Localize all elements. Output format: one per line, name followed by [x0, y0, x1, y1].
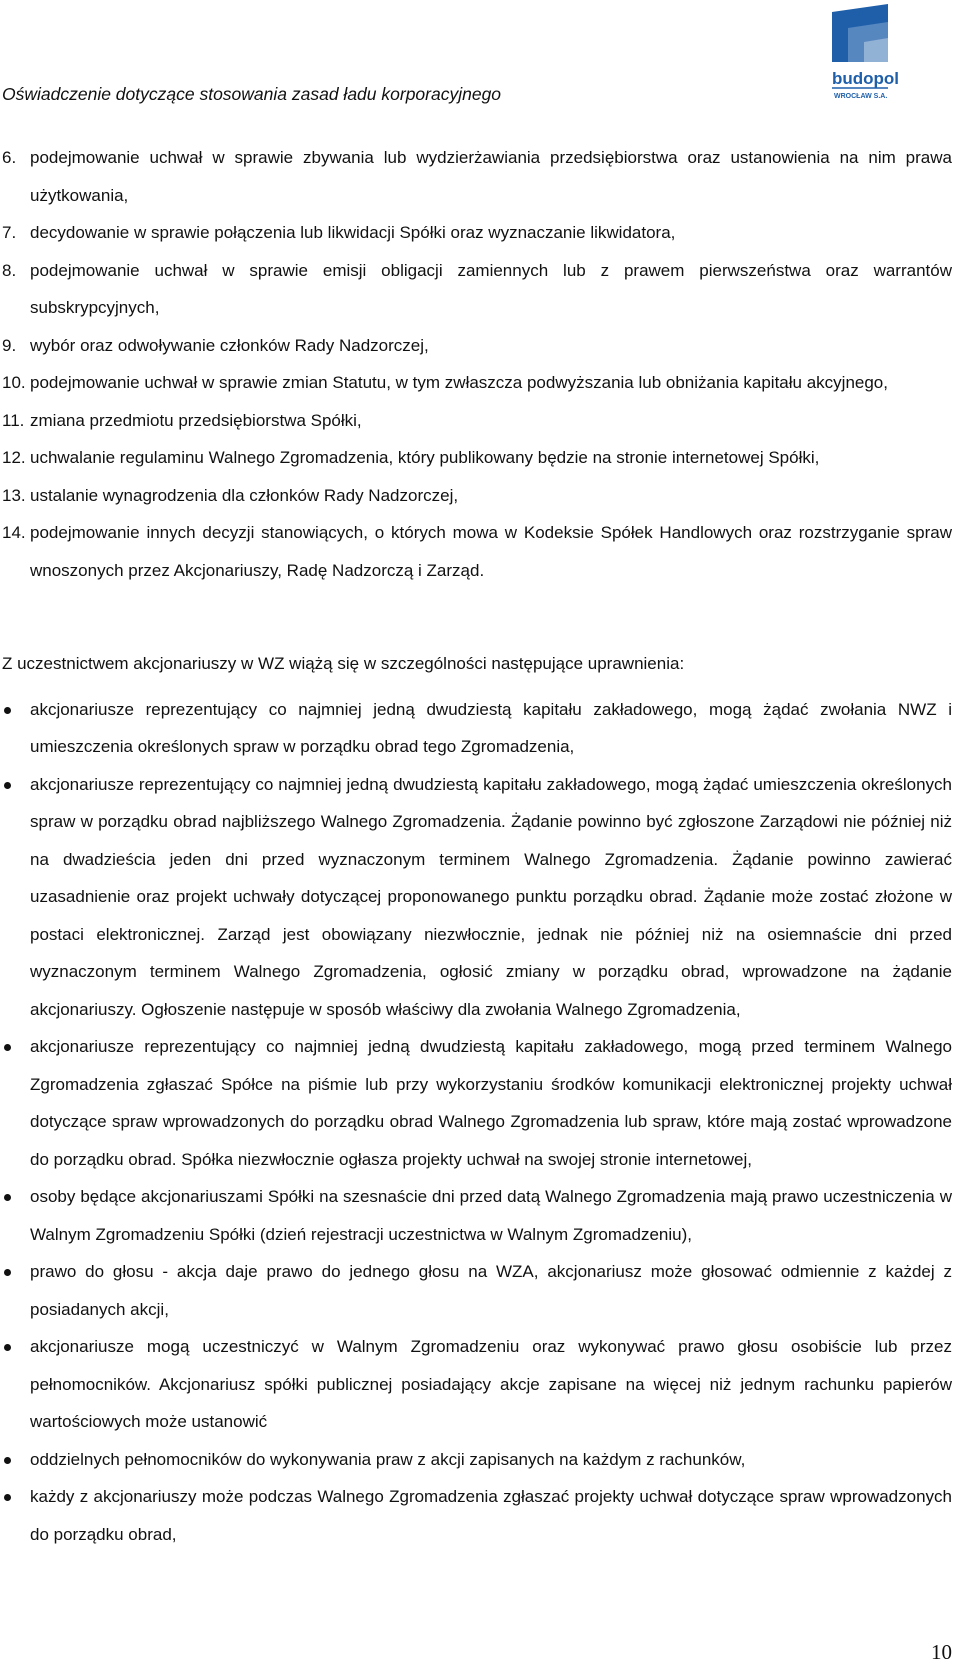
bullet-list-item [2, 1441, 952, 1479]
list-item-number: 10. [2, 373, 26, 392]
bullet-text: osoby będące akcjonariuszami Spółki na szesnaście dni przed datą Walnego Zgromadzenia mają prawo uczestniczenia w Walnym Zgromadzeniu Spółki (dzień rejestracji uczestnictwa w Walnym Zgromadzeniu), [30, 1187, 952, 1244]
bullet-icon [4, 782, 11, 789]
list-item-text: podejmowanie uchwał w sprawie emisji obligacji zamiennych lub z prawem pierwszeństwa oraz warrantów subskrypcyjnych, [30, 260, 952, 317]
list-item-number: 8. [2, 260, 17, 280]
bullet-list-item [2, 1478, 952, 1553]
list-item-number: 11. [2, 410, 25, 430]
bullet-icon [4, 707, 11, 714]
bullet-icon [4, 1457, 11, 1464]
list-item-number: 14. [2, 523, 26, 542]
numbered-list [2, 139, 952, 589]
intro-paragraph: Z uczestnictwem akcjonariuszy w WZ wiążą się w szczególności następujące uprawnienia: [2, 654, 685, 673]
numbered-list-item [2, 139, 952, 214]
bullet-list-item [2, 1028, 952, 1178]
bullet-text: oddzielnych pełnomocników do wykonywania praw z akcji zapisanych na każdym z rachunków, [30, 1449, 746, 1469]
list-item-number: 7. [2, 223, 17, 242]
bullet-list-item [2, 1178, 952, 1253]
list-item-text: ustalanie wynagrodzenia dla członków Rady Nadzorczej, [30, 485, 459, 505]
bullet-list-item [2, 766, 952, 1029]
bullet-list-item [2, 1328, 952, 1441]
bullet-text: akcjonariusze reprezentujący co najmniej jedną dwudziestą kapitału zakładowego, mogą żądać umieszczenia określonych spraw w porządku obrad najbliższego Walnego Zgromadzenia. Żądanie powinno być zgłoszone Zarządowi nie później niż na dwadzieścia jeden dni przed wyznaczonym terminem Walnego Zgromadzenia. Żądanie powinno zawierać uzasadnienie oraz projekt uchwały dotyczącej proponowanego punktu porządku obrad. Żądanie może zostać złożone w postaci elektronicznej. Zarząd jest obowiązany niezwłocznie, jednak nie później niż na osiemnaście dni przed wyznaczonym terminem Walnego Zgromadzenia, ogłosić zmiany w porządku obrad, wprowadzone na żądanie akcjonariuszy. Ogłoszenie następuje w sposób właściwy dla zwołania Walnego Zgromadzenia, [30, 774, 952, 1019]
list-item-number: 9. [2, 335, 17, 355]
list-item-number: 12. [2, 448, 26, 467]
logo-subtext: WROCŁAW S.A. [834, 93, 888, 100]
bullet-icon [4, 1194, 11, 1201]
numbered-list-item [2, 477, 952, 515]
bullet-icon [4, 1044, 11, 1051]
list-item-text: podejmowanie uchwał w sprawie zbywania lub wydzierżawiania przedsiębiorstwa oraz ustanowienia na nim prawa użytkowania, [30, 148, 952, 205]
bullet-text: każdy z akcjonariuszy może podczas Walnego Zgromadzenia zgłaszać projekty uchwał dotyczące spraw wprowadzonych do porządku obrad, [30, 1487, 952, 1544]
logo-text: budopol [832, 69, 900, 88]
bullet-icon [4, 1269, 11, 1276]
list-item-text: podejmowanie uchwał w sprawie zmian Statutu, w tym zwłaszcza podwyższania lub obniżania kapitału akcyjnego, [30, 373, 888, 392]
bullet-text: akcjonariusze reprezentujący co najmniej jedną dwudziestą kapitału zakładowego, mogą żądać zwołania NWZ i umieszczenia określonych spraw w porządku obrad tego Zgromadzenia, [30, 699, 952, 756]
numbered-list-item [2, 439, 952, 477]
numbered-list-item [2, 402, 952, 440]
numbered-list-item [2, 252, 952, 327]
list-item-number: 13. [2, 485, 26, 505]
bullet-text: akcjonariusze mogą uczestniczyć w Walnym Zgromadzeniu oraz wykonywać prawo głosu osobiście lub przez pełnomocników. Akcjonariusz spółki publicznej posiadający akcje zapisane na więcej niż jednym rachunku papierów wartościowych może ustanowić [30, 1337, 952, 1431]
list-item-text: podejmowanie innych decyzji stanowiących, o których mowa w Kodeksie Spółek Handlowych oraz rozstrzyganie spraw wnoszonych przez Akcjonariuszy, Radę Nadzorczą i Zarząd. [30, 523, 952, 580]
list-item-text: wybór oraz odwoływanie członków Rady Nadzorczej, [30, 335, 429, 355]
bullet-icon [4, 1344, 11, 1351]
document-header-title: Oświadczenie dotyczące stosowania zasad ładu korporacyjnego [2, 84, 502, 104]
list-item-text: decydowanie w sprawie połączenia lub likwidacji Spółki oraz wyznaczanie likwidatora, [30, 223, 676, 242]
list-item-text: zmiana przedmiotu przedsiębiorstwa Spółki, [30, 410, 362, 430]
numbered-list-item [2, 214, 952, 252]
bullet-list-item [2, 1253, 952, 1328]
bullet-list-item [2, 691, 952, 766]
bullet-text: akcjonariusze reprezentujący co najmniej jedną dwudziestą kapitału zakładowego, mogą przed terminem Walnego Zgromadzenia zgłaszać Spółce na piśmie lub przy wykorzystaniu środków komunikacji elektronicznej projekty uchwał dotyczące spraw wprowadzonych do porządku obrad Walnego Zgromadzenia lub spraw, które mają zostać wprowadzone do porządku obrad. Spółka niezwłocznie ogłasza projekty uchwał na swojej stronie internetowej, [30, 1037, 952, 1169]
page-number: 10 [931, 1640, 952, 1664]
bullet-icon [4, 1494, 11, 1501]
document-body [2, 139, 952, 1553]
numbered-list-item [2, 514, 952, 589]
list-item-text: uchwalanie regulaminu Walnego Zgromadzenia, który publikowany będzie na stronie internetowej Spółki, [30, 448, 820, 467]
numbered-list-item [2, 327, 952, 365]
list-item-number: 6. [2, 148, 17, 167]
bullet-text: prawo do głosu - akcja daje prawo do jednego głosu na WZA, akcjonariusz może głosować odmiennie z każdej z posiadanych akcji, [30, 1262, 952, 1319]
numbered-list-item [2, 364, 952, 402]
budopol-logo-icon [830, 4, 926, 104]
bullet-list [2, 691, 952, 1554]
